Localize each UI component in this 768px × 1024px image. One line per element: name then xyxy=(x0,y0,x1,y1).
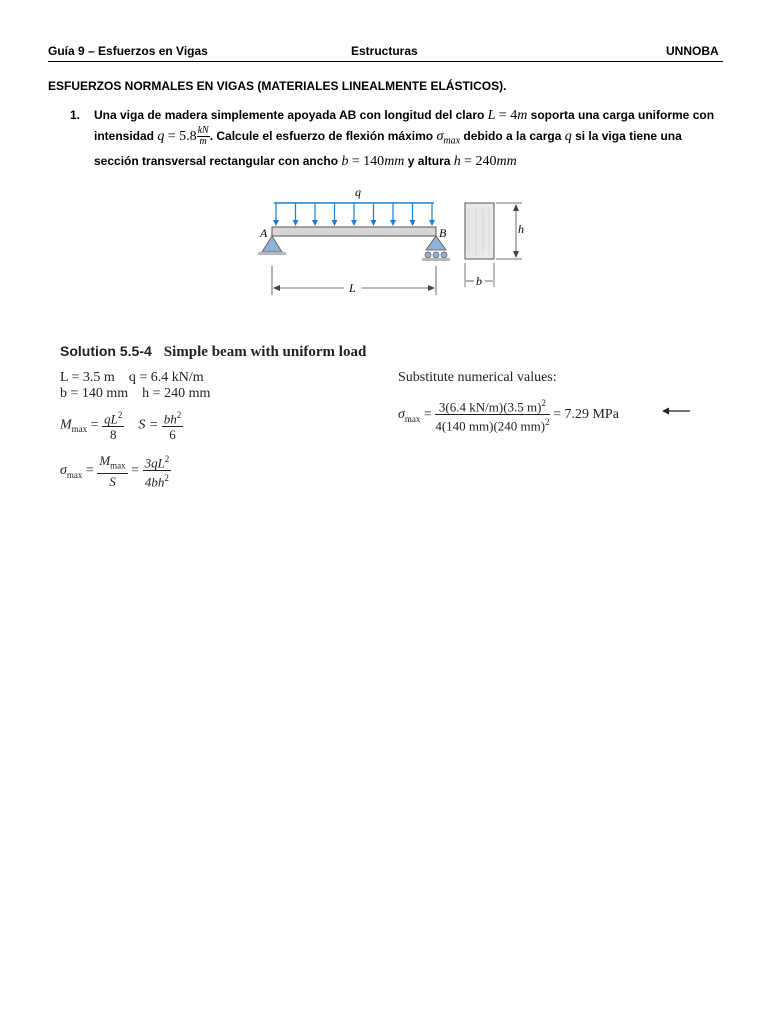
section-title: ESFUERZOS NORMALES EN VIGAS (MATERIALES LINEALMENTE ELÁSTICOS). xyxy=(48,79,507,93)
formula-substitution: $\sigma_{max}$ = $\frac{3(6.4 kN/m)(3.5 m)^2}{4(140 mm)(240 mm)^2}$ = 7.29 MPa xyxy=(398,398,619,434)
beam-diagram xyxy=(250,183,540,298)
sigma-symbol: σ xyxy=(398,407,405,423)
sigma-num1: M xyxy=(99,452,111,468)
substitute-label: Substitute numerical values: xyxy=(398,370,557,385)
result-arrow-icon xyxy=(662,406,692,416)
sigma-sub: max xyxy=(404,413,421,424)
unit-b: mm xyxy=(384,154,405,170)
unit-q-fraction xyxy=(197,126,210,147)
unit-h: mm xyxy=(496,154,517,170)
mmax-fraction xyxy=(102,408,124,442)
s-den: 6 xyxy=(169,427,176,443)
sigma-fraction-2 xyxy=(143,452,172,490)
var-sigma: σ xyxy=(436,129,444,144)
formula-mmax-s: $M_{max}$ = $\frac{qL^2}{8}$ S = $\frac{bh^2}{6}$ xyxy=(60,410,182,443)
height-label: h xyxy=(518,222,524,236)
load-arrowhead xyxy=(273,220,279,226)
sup-2: 2 xyxy=(117,410,123,420)
ground-a xyxy=(258,252,286,255)
load-arrowhead xyxy=(312,220,318,226)
s-symbol: S = xyxy=(138,417,159,433)
height-arrowhead-top xyxy=(513,204,519,211)
header-right: UNNOBA xyxy=(666,44,719,58)
header-center: Estructuras xyxy=(351,44,418,58)
load-arrowhead xyxy=(371,220,377,226)
load-arrowhead xyxy=(390,220,396,226)
val-q: = 5.8 xyxy=(167,129,197,144)
load-arrowhead xyxy=(332,220,338,226)
sigma-num2: 3qL xyxy=(144,455,165,471)
sigma-num1-sub: max xyxy=(110,460,126,471)
sup-2: 2 xyxy=(541,398,546,408)
val-L: = 4 xyxy=(498,108,518,123)
support-a-label: A xyxy=(260,226,268,240)
sup-2: 2 xyxy=(176,410,182,420)
cross-section xyxy=(465,203,494,259)
width-label: b xyxy=(476,274,482,288)
unit-q-den: m xyxy=(199,136,207,148)
header-left: Guía 9 – Esfuerzos en Vigas xyxy=(48,44,208,58)
sigma-sub: max xyxy=(66,469,83,480)
load-arrowhead xyxy=(293,220,299,226)
substitution-den: 4(140 mm)(240 mm) xyxy=(435,418,546,434)
problem-text-part: soporta una carga uniforme con intensidad xyxy=(94,108,715,143)
header-rule xyxy=(48,61,723,62)
span-arrowhead-left xyxy=(273,285,280,291)
mmax-sub: max xyxy=(71,424,88,435)
sigma-den1: S xyxy=(109,474,116,490)
load-arrowhead xyxy=(351,220,357,226)
unit-L: m xyxy=(517,108,528,123)
roller xyxy=(425,252,431,258)
var-sigma-sub: max xyxy=(443,135,461,147)
val-b: = 140 xyxy=(351,154,385,170)
unit-q-num: kN xyxy=(197,125,209,137)
mmax-symbol: M xyxy=(60,417,72,433)
problem-text-part: si la viga tiene una sección transversal rectangular con ancho xyxy=(94,129,682,169)
span-label: L xyxy=(349,281,356,295)
var-L: L xyxy=(487,108,496,123)
var-q: q xyxy=(157,129,165,144)
solution-label: Solution 5.5-4 xyxy=(60,343,152,359)
substitution-result: = 7.29 MPa xyxy=(553,407,619,423)
substitution-fraction xyxy=(435,396,549,434)
load-arrowhead xyxy=(429,220,435,226)
problem-number: 1. xyxy=(70,108,81,122)
mmax-num: qL xyxy=(104,411,118,427)
sup-2: 2 xyxy=(545,417,550,428)
problem-text xyxy=(94,105,720,172)
s-fraction xyxy=(162,408,184,442)
height-arrowhead-bottom xyxy=(513,251,519,258)
problem-statement xyxy=(70,105,720,172)
solution-heading xyxy=(60,343,366,361)
sup-2: 2 xyxy=(164,454,170,464)
solution-title: Simple beam with uniform load xyxy=(163,344,367,360)
sigma-den2: 4bh xyxy=(144,474,165,490)
val-h: = 240 xyxy=(464,154,497,170)
formula-sigma: $\sigma_{max}$ = $M_{max}$ S = $\frac{3qL^2}{4bh^2}$ xyxy=(60,452,170,490)
load-arrowhead xyxy=(410,220,416,226)
support-b-label: B xyxy=(439,226,447,240)
load-label: q xyxy=(355,185,361,199)
s-num: bh xyxy=(163,411,177,427)
substitution-num: 3(6.4 kN/m)(3.5 m) xyxy=(438,399,542,415)
sigma-symbol: σ xyxy=(60,463,67,479)
solution-given-2: b = 140 mm h = 240 mm xyxy=(60,386,211,401)
roller xyxy=(433,252,439,258)
roller xyxy=(441,252,447,258)
ground-b xyxy=(422,258,450,261)
problem-text-part: Una viga de madera simplemente apoyada AB con longitud del claro xyxy=(94,108,488,122)
problem-text-part: . Calcule el esfuerzo de flexión máximo xyxy=(209,129,437,143)
span-arrowhead-right xyxy=(428,285,435,291)
sigma-fraction-1 xyxy=(97,453,127,490)
problem-text-part: debido a la carga xyxy=(460,129,565,143)
var-h: h xyxy=(453,154,461,170)
var-b: b xyxy=(341,154,349,170)
uniform-load xyxy=(273,203,435,226)
beam xyxy=(272,227,436,236)
sup-2: 2 xyxy=(164,473,169,484)
var-q2: q xyxy=(564,129,572,144)
problem-text-part: y altura xyxy=(404,154,454,169)
mmax-den: 8 xyxy=(109,427,117,443)
solution-given-1: L = 3.5 m q = 6.4 kN/m xyxy=(60,370,204,385)
